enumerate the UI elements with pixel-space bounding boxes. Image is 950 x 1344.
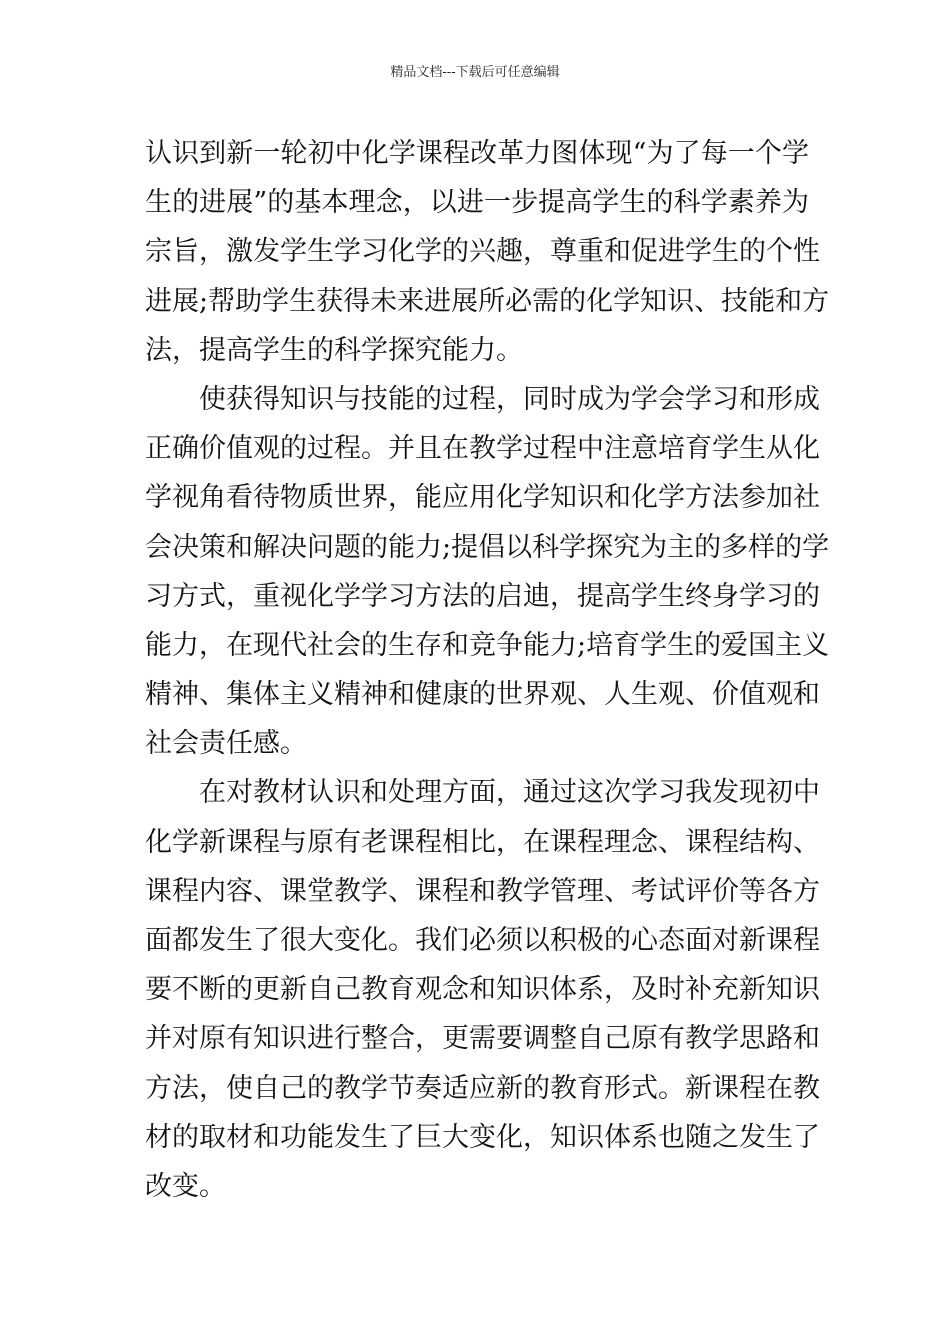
paragraph-1 xyxy=(145,129,830,375)
text-line: 习方式，重视化学学习方法的启迪，提高学生终身学习的 xyxy=(145,580,820,612)
text-line: 改变。 xyxy=(145,1170,226,1202)
text-line: 面都发生了很大变化。我们必须以积极的心态面对新课程 xyxy=(145,925,820,956)
document-body xyxy=(145,129,830,1211)
text-line: 能力，在现代社会的生存和竞争能力;培育学生的爱国主义 xyxy=(145,629,830,661)
text-line: 进展;帮助学生获得未来进展所必需的化学知识、技能和方 xyxy=(145,285,830,317)
text-line: 认识到新一轮初中化学课程改革力图体现“为了每一个学 xyxy=(145,138,809,169)
text-line: 法，提高学生的科学探究能力。 xyxy=(145,334,523,366)
text-line: 方法，使自己的教学节奏适应新的教育形式。新课程在教 xyxy=(145,1072,820,1104)
text-line: 并对原有知识进行整合，更需要调整自己原有教学思路和 xyxy=(145,1023,820,1055)
text-line: 社会责任感。 xyxy=(145,728,307,760)
text-line: 正确价值观的过程。并且在教学过程中注意培育学生从化 xyxy=(145,433,820,465)
text-line: 化学新课程与原有老课程相比，在课程理念、课程结构、 xyxy=(145,826,820,858)
paragraph-3 xyxy=(145,768,820,1211)
text-line: 精神、集体主义精神和健康的世界观、人生观、价值观和 xyxy=(145,679,820,711)
text-line: 学视角看待物质世界，能应用化学知识和化学方法参加社 xyxy=(145,482,820,514)
text-line: 课程内容、课堂教学、课程和教学管理、考试评价等各方 xyxy=(145,875,820,907)
text-line: 宗旨，激发学生学习化学的兴趣，尊重和促进学生的个性 xyxy=(145,236,820,268)
text-line: 会决策和解决问题的能力;提倡以科学探究为主的多样的学 xyxy=(145,531,830,563)
paragraph-2 xyxy=(145,375,830,769)
page-header: 精品文档---下载后可任意编辑 xyxy=(390,65,560,80)
text-line: 材的取材和功能发生了巨大变化，知识体系也随之发生了 xyxy=(145,1121,820,1153)
text-line: 使获得知识与技能的过程，同时成为学会学习和形成 xyxy=(145,383,820,415)
text-line: 在对教材认识和处理方面，通过这次学习我发现初中 xyxy=(145,777,820,809)
text-line: 要不断的更新自己教育观念和知识体系，及时补充新知识 xyxy=(145,974,820,1006)
text-line: 生的进展”的基本理念，以进一步提高学生的科学素养为 xyxy=(145,187,809,219)
